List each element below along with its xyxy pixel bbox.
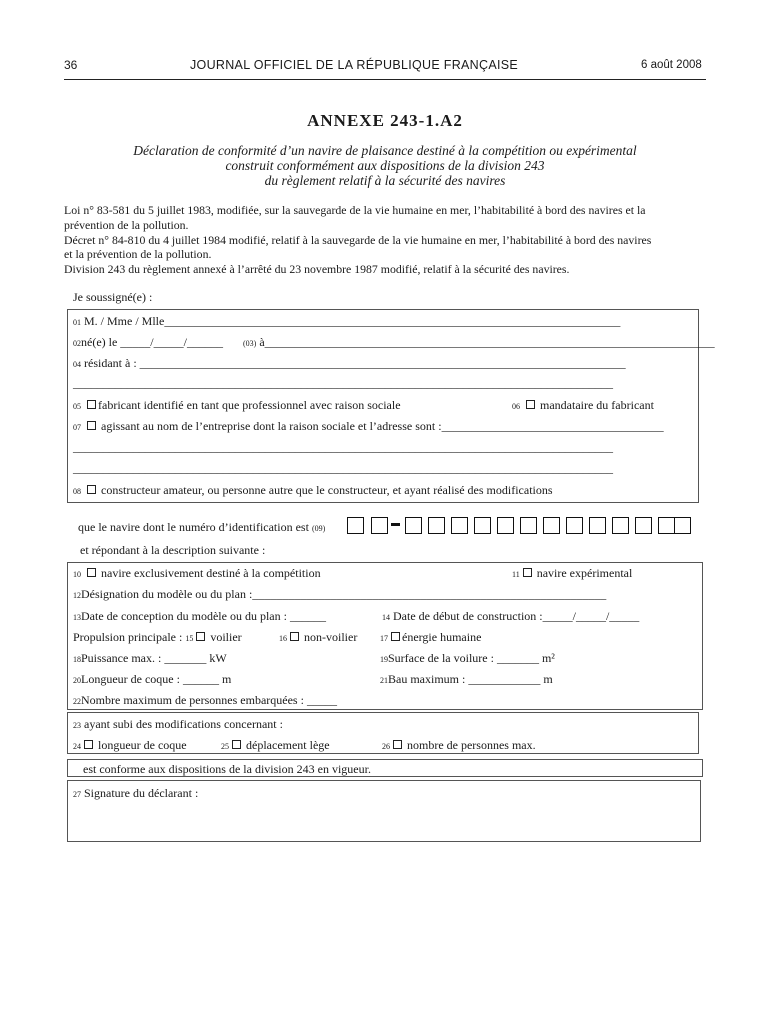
field-number: (03) [243,339,257,348]
field-06[interactable] [512,398,654,413]
field-label: Signature du déclarant : [84,786,199,800]
annex-title: ANNEXE 243-1.A2 [307,111,463,130]
field-number: 19 [380,655,388,664]
publication-date: 6 août 2008 [641,59,702,71]
field-14[interactable] [382,609,639,624]
field-label: fabricant identifié en tant que professionnel avec raison sociale [98,398,401,412]
id-box[interactable] [520,517,537,534]
field-number: 10 [73,570,81,579]
field-05[interactable] [73,398,401,413]
checkbox-17[interactable] [391,632,400,641]
field-number: 17 [380,634,388,643]
field-21[interactable] [380,672,553,687]
description-label: et répondant à la description suivante : [80,543,266,557]
legal-ref-line-1: Loi n° 83-581 du 5 juillet 1983, modifiée, sur la sauvegarde de la vie humaine en mer, l’habitabilité à bord des navires et la [64,203,646,217]
field-number: 25 [221,742,229,751]
field-label: mandataire du fabricant [540,398,654,412]
field-number: 15 [185,634,194,643]
id-box[interactable] [612,517,629,534]
field-19[interactable] [380,651,555,666]
field-12[interactable] [73,587,606,602]
id-box[interactable] [371,517,388,534]
id-box[interactable] [674,517,691,534]
id-box[interactable] [566,517,583,534]
id-box[interactable] [658,517,675,534]
checkbox-07[interactable] [87,421,96,430]
annex-subtitle-line-3: du règlement relatif à la sécurité des navires [264,173,506,188]
field-label: né(e) le _____/_____/______ [81,335,223,349]
id-separator-dash [391,523,400,526]
field-10[interactable] [73,566,321,581]
id-box[interactable] [497,517,514,534]
field-20[interactable] [73,672,231,687]
annex-subtitle-line-2: construit conformément aux dispositions de la division 243 [225,158,545,173]
field-number: 07 [73,423,81,432]
header-rule [64,79,706,80]
field-08[interactable] [73,483,553,498]
checkbox-25[interactable] [232,740,241,749]
field-label: énergie humaine [402,630,482,644]
field-number: 06 [512,402,520,411]
field-label: navire expérimental [536,566,633,580]
field-18[interactable] [73,651,227,666]
field-label: résidant à : _________________________________________________________________________________ [84,356,626,370]
legal-ref-line-3: Décret n° 84-810 du 4 juillet 1984 modifié, relatif à la sauvegarde de la vie humaine en mer, l’habitabilité à bord des navires [64,233,652,247]
field-01[interactable] [73,314,620,329]
field-number: 05 [73,402,81,411]
id-box[interactable] [589,517,606,534]
field-17[interactable] [380,630,481,645]
field-number: 26 [382,742,390,751]
field-label: à___________________________________________________________________________ [259,335,715,349]
field-label: déplacement lège [246,738,330,752]
id-box[interactable] [543,517,560,534]
field-04[interactable] [73,356,626,371]
field-label: Surface de la voilure : _______ m² [388,651,555,665]
field-label: navire exclusivement destiné à la compétition [101,566,321,580]
field-label: Puissance max. : _______ kW [81,651,227,665]
field-13[interactable] [73,609,326,624]
field-22[interactable] [73,693,337,708]
soussigne-label: Je soussigné(e) : [73,290,153,304]
field-label: M. / Mme / Mlle____________________________________________________________________________ [84,314,621,328]
field-23 [73,717,283,732]
id-box[interactable] [347,517,364,534]
id-box[interactable] [428,517,445,534]
field-label: Date de conception du modèle ou du plan : ______ [81,609,326,623]
propulsion-label: Propulsion principale : [73,630,183,644]
checkbox-24[interactable] [84,740,93,749]
field-label: Bau maximum : ____________ m [388,672,553,686]
field-number: 12 [73,591,81,600]
field-number: 27 [73,790,81,799]
legal-ref-line-4: et la prévention de la pollution. [64,247,212,261]
address-blank-line[interactable]: __________________________________________________________________________________________ [73,376,613,390]
field-label: Nombre maximum de personnes embarquées : _____ [81,693,337,707]
id-box[interactable] [405,517,422,534]
field-16[interactable] [279,630,357,645]
field-label: longueur de coque [98,738,187,752]
company-blank-line-2[interactable]: __________________________________________________________________________________________ [73,461,613,475]
identification-line [78,520,325,535]
field-02[interactable] [73,335,223,350]
checkbox-15[interactable] [196,632,205,641]
field-label: Date de début de construction :_____/_____/_____ [393,609,640,623]
field-number: 18 [73,655,81,664]
field-label: constructeur amateur, ou personne autre que le constructeur, et ayant réalisé des modifications [101,483,553,497]
page-number: 36 [64,58,78,72]
checkbox-08[interactable] [87,485,96,494]
field-15-label: voilier [210,630,242,644]
field-11[interactable] [512,566,632,581]
field-number: 01 [73,318,81,327]
field-number: 20 [73,676,81,685]
company-blank-line-1[interactable]: __________________________________________________________________________________________ [73,440,613,454]
checkbox-06[interactable] [526,400,535,409]
field-number: 24 [73,742,81,751]
field-03[interactable] [243,335,715,350]
field-number: 04 [73,360,81,369]
id-box[interactable] [474,517,491,534]
field-label: nombre de personnes max. [407,738,536,752]
checkbox-11[interactable] [523,568,532,577]
legal-ref-line-2: prévention de la pollution. [64,218,189,232]
checkbox-10[interactable] [87,568,96,577]
field-label: Longueur de coque : ______ m [81,672,232,686]
conformity-statement: est conforme aux dispositions de la division 243 en vigueur. [83,762,371,776]
checkbox-16[interactable] [290,632,299,641]
field-label: agissant au nom de l’entreprise dont la raison sociale et l’adresse sont :_____________________________________ [101,419,664,433]
field-number: 22 [73,697,81,706]
field-number: 11 [512,570,520,579]
field-label: Désignation du modèle ou du plan :___________________________________________________________ [81,587,607,601]
field-number: 16 [279,634,287,643]
field-26[interactable] [382,738,536,753]
legal-ref-line-5: Division 243 du règlement annexé à l’arrêté du 23 novembre 1987 modifié, relatif à la sécurité des navires. [64,262,570,276]
id-box[interactable] [635,517,652,534]
field-number: (09) [311,524,326,533]
id-box[interactable] [451,517,468,534]
field-label: non-voilier [304,630,358,644]
identification-label: que le navire dont le numéro d’identification est [78,520,309,534]
journal-title: JOURNAL OFFICIEL DE LA RÉPUBLIQUE FRANÇAISE [190,58,519,72]
field-24[interactable] [73,738,187,753]
field-number: 13 [73,613,81,622]
field-number: 21 [380,676,388,685]
field-number: 02 [73,339,81,348]
field-25[interactable] [221,738,330,753]
field-number: 14 [382,613,390,622]
field-number: 23 [73,721,81,730]
field-27 [73,786,198,801]
field-number: 08 [73,487,81,496]
annex-subtitle-line-1: Déclaration de conformité d’un navire de plaisance destiné à la compétition ou expérimental [133,143,637,158]
field-07[interactable] [73,419,664,434]
propulsion-row [73,630,242,645]
checkbox-05[interactable] [87,400,96,409]
field-label: ayant subi des modifications concernant : [84,717,283,731]
checkbox-26[interactable] [393,740,402,749]
